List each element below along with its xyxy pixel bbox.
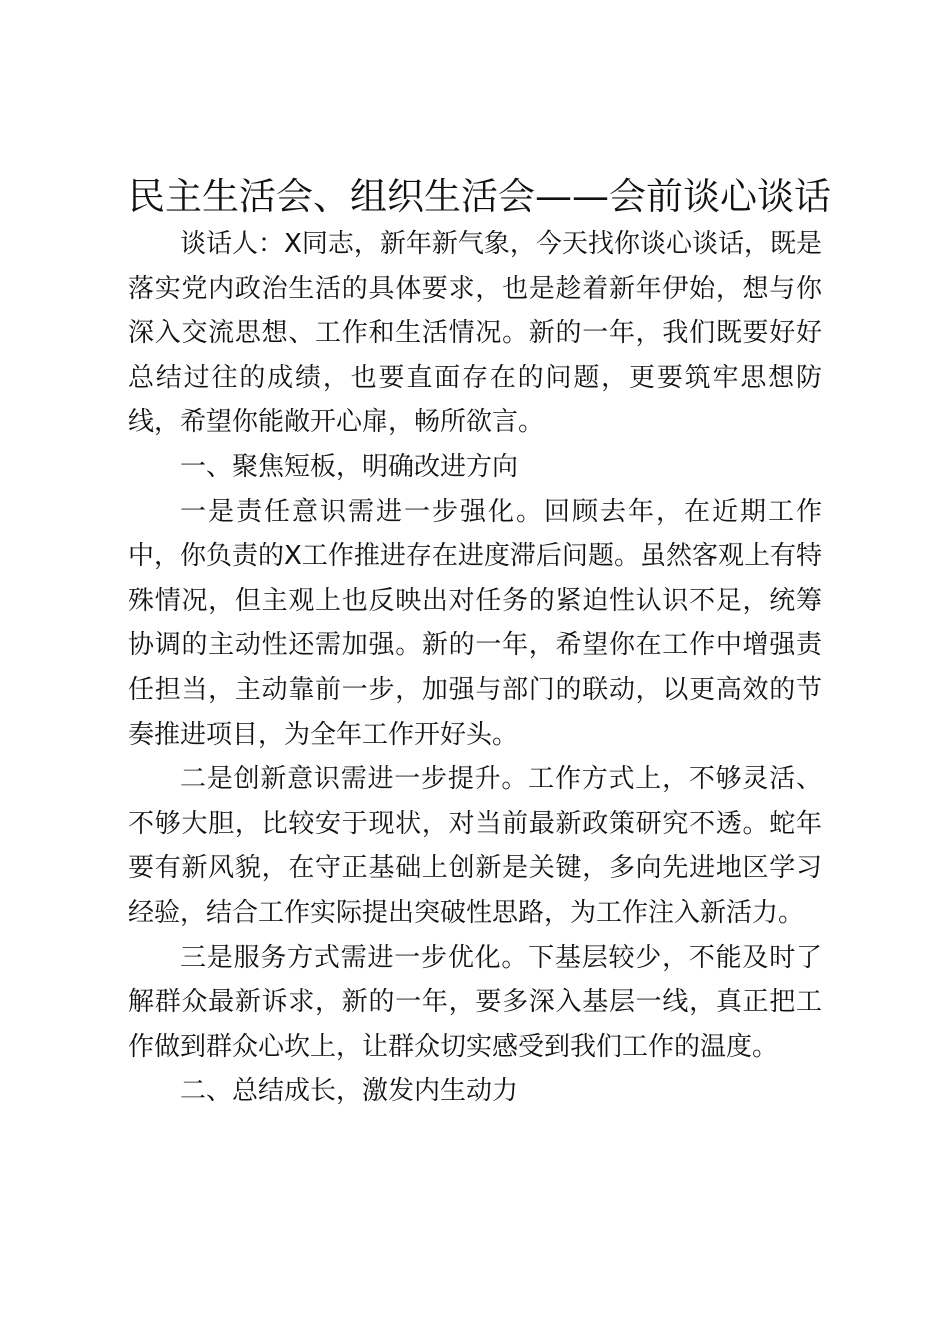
section-heading-1: 一、聚焦短板，明确改进方向: [180, 451, 519, 482]
section-heading-2: 二、总结成长，激发内生动力: [180, 1076, 519, 1107]
paragraph-responsibility: 一是责任意识需进一步强化。回顾去年，在近期工作中，你负责的X工作推进存在进度滞后问题。虽然客观上有特殊情况，但主观上也反映出对任务的紧迫性认识不足，统筹协调的主动性还需加强。新的一年，希望你在工作中增强责任担当，主动靠前一步，加强与部门的联动，以更高效的节奏推进项目，为全年工作开好头。: [128, 496, 822, 750]
paragraph-innovation: 二是创新意识需进一步提升。工作方式上，不够灵活、不够大胆，比较安于现状，对当前最新政策研究不透。蛇年要有新风貌，在守正基础上创新是关键，多向先进地区学习经验，结合工作实际提出突破性思路，为工作注入新活力。: [128, 764, 822, 928]
paragraph-service: 三是服务方式需进一步优化。下基层较少，不能及时了解群众最新诉求，新的一年，要多深入基层一线，真正把工作做到群众心坎上，让群众切实感受到我们工作的温度。: [128, 942, 822, 1062]
document-body: [128, 172, 831, 1114]
intro-paragraph: 谈话人：X同志，新年新气象，今天找你谈心谈话，既是落实党内政治生活的具体要求，也是趁着新年伊始，想与你深入交流思想、工作和生活情况。新的一年，我们既要好好总结过往的成绩，也要直面存在的问题，更要筑牢思想防线，希望你能敞开心扉，畅所欲言。: [128, 229, 822, 438]
document-title: 民主生活会、组织生活会——会前谈心谈话: [128, 175, 831, 218]
